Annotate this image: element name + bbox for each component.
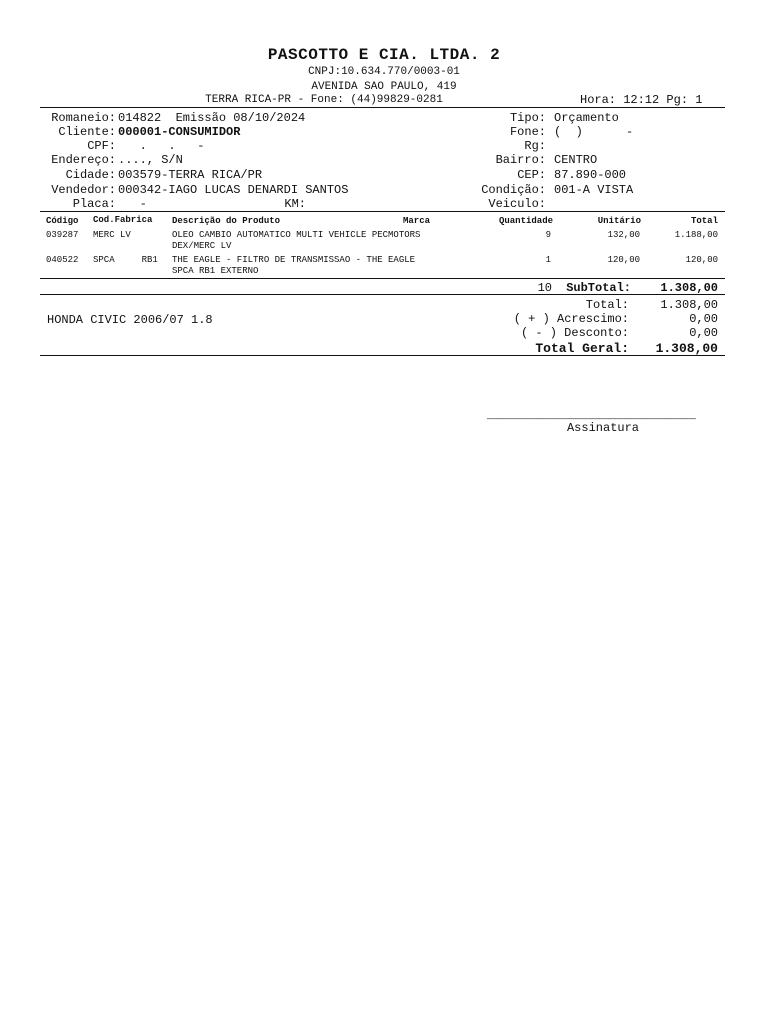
totals-divider <box>40 355 725 356</box>
desconto-value: 0,00 <box>689 326 718 340</box>
condicao-value: 001-A VISTA <box>554 183 634 197</box>
row1-descricao-line2: DEX/MERC LV <box>172 241 232 251</box>
tipo-value: Orçamento <box>554 111 619 125</box>
cliente-label: Cliente: <box>58 125 116 139</box>
row2-codigo: 040522 <box>46 255 79 265</box>
endereco-label: Endereço: <box>51 153 116 167</box>
bairro-value: CENTRO <box>554 153 598 167</box>
col-header-descricao: Descrição do Produto <box>172 216 281 226</box>
total-geral-label: Total Geral: <box>535 341 629 356</box>
condicao-label: Condição: <box>481 183 546 197</box>
total-value: 1.308,00 <box>660 298 718 312</box>
veiculo-label: Veiculo: <box>488 197 546 211</box>
cidade-label: Cidade: <box>65 168 116 182</box>
row2-unitario: 120,00 <box>607 255 640 265</box>
col-header-marca: Marca <box>403 216 431 226</box>
col-header-cod-fabrica: Cod.Fabrica <box>93 215 153 225</box>
cep-label: CEP: <box>517 168 546 182</box>
desconto-label: ( - ) Desconto: <box>520 326 629 340</box>
vehicle-note: HONDA CIVIC 2006/07 1.8 <box>47 313 213 327</box>
cpf-value: . . - <box>118 139 205 153</box>
cliente-value: 000001-CONSUMIDOR <box>118 125 241 139</box>
subtotal-value: 1.308,00 <box>660 281 718 295</box>
total-geral-value: 1.308,00 <box>655 341 718 356</box>
row1-cod-fabrica: MERC LV <box>93 230 131 240</box>
company-name: PASCOTTO E CIA. LTDA. 2 <box>267 46 501 64</box>
row1-descricao-line1: OLEO CAMBIO AUTOMATICO MULTI VEHICLE PECMOTORS <box>172 230 421 240</box>
vendedor-label: Vendedor: <box>51 183 116 197</box>
cpf-label: CPF: <box>87 139 116 153</box>
col-header-unitario: Unitário <box>597 216 641 226</box>
cidade-value: 003579-TERRA RICA/PR <box>118 168 263 182</box>
km-label: KM: <box>284 197 306 211</box>
row2-cod-fabrica: SPCA RB1 <box>93 255 158 265</box>
tipo-label: Tipo: <box>509 111 546 125</box>
row2-quantidade: 1 <box>545 255 551 265</box>
signature-label: Assinatura <box>566 421 639 435</box>
placa-label: Placa: <box>72 197 116 211</box>
company-cnpj: CNPJ:10.634.770/0003-01 <box>308 66 460 78</box>
subtotal-divider <box>40 294 725 295</box>
print-time-page: Hora: 12:12 Pg: 1 <box>580 93 703 107</box>
row1-codigo: 039287 <box>46 230 79 240</box>
bairro-label: Bairro: <box>495 153 546 167</box>
row1-quantidade: 9 <box>545 230 551 240</box>
acrescimo-label: ( + ) Acrescimo: <box>513 312 629 326</box>
acrescimo-value: 0,00 <box>689 312 718 326</box>
row2-descricao-line2: SPCA RB1 EXTERNO <box>172 266 259 276</box>
placa-value: - <box>118 197 147 211</box>
endereco-value: ...., S/N <box>118 153 183 167</box>
total-label: Total: <box>585 298 629 312</box>
romaneio-value: 014822 Emissão 08/10/2024 <box>118 111 306 125</box>
row2-total: 120,00 <box>685 255 718 265</box>
header-divider <box>40 107 725 108</box>
col-header-quantidade: Quantidade <box>498 216 553 226</box>
rg-label: Rg: <box>524 139 546 153</box>
col-header-total: Total <box>690 216 718 226</box>
subtotal-label: SubTotal: <box>566 281 631 295</box>
item-count: 10 <box>537 281 552 295</box>
vendedor-value: 000342-IAGO LUCAS DENARDI SANTOS <box>118 183 349 197</box>
info-divider <box>40 211 725 212</box>
signature-line: _____________________________ <box>487 408 696 422</box>
col-header-codigo: Código <box>46 216 79 226</box>
company-address: AVENIDA SAO PAULO, 419 <box>311 81 457 93</box>
fone-value: ( ) - <box>554 125 634 139</box>
row1-total: 1.188,00 <box>674 230 718 240</box>
row1-unitario: 132,00 <box>607 230 640 240</box>
fone-label: Fone: <box>509 125 546 139</box>
company-city-phone: TERRA RICA-PR - Fone: (44)99829-0281 <box>205 94 443 106</box>
items-divider <box>40 278 725 279</box>
romaneio-label: Romaneio: <box>51 111 116 125</box>
cep-value: 87.890-000 <box>554 168 627 182</box>
row2-descricao-line1: THE EAGLE - FILTRO DE TRANSMISSAO - THE EAGLE <box>172 255 416 265</box>
